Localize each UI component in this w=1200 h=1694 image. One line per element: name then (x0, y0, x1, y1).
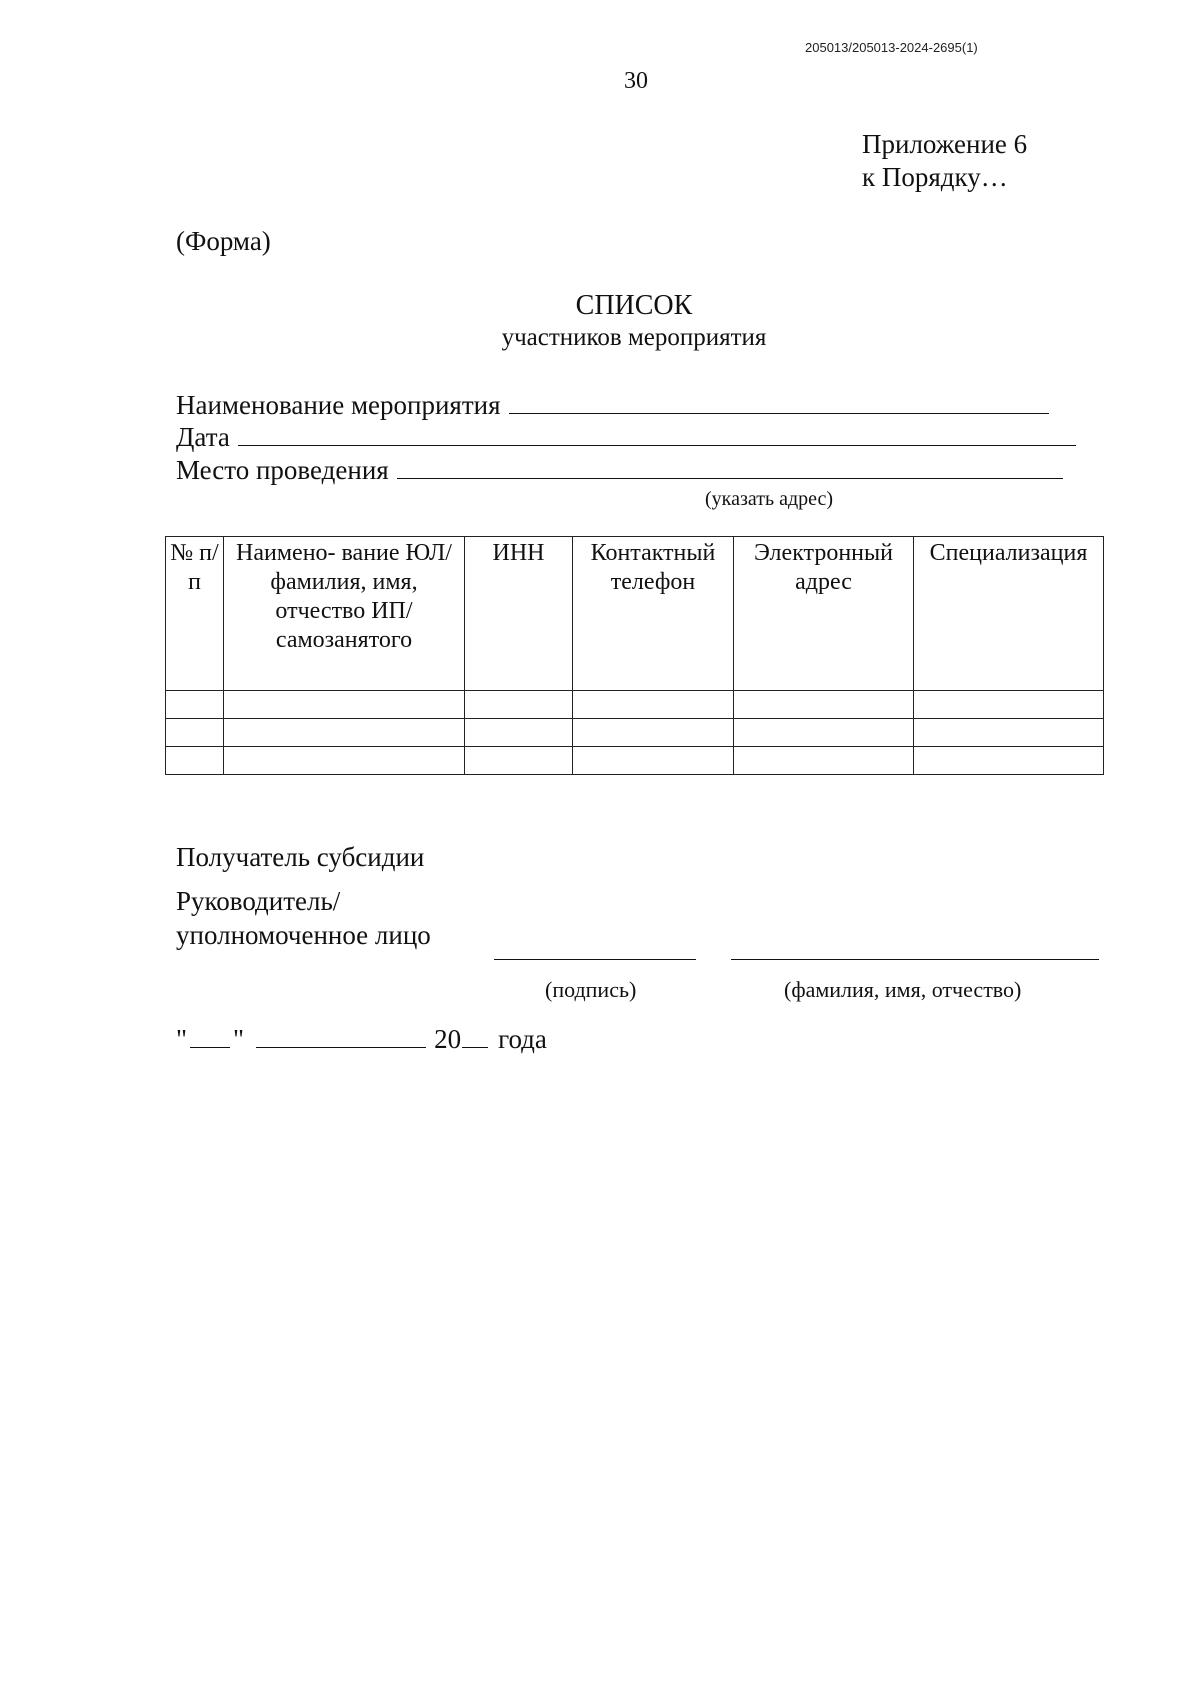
page-number: 30 (624, 68, 648, 94)
annex-line-2: к Порядку… (862, 162, 1008, 192)
full-name-line[interactable] (731, 958, 1099, 960)
table-cell[interactable] (166, 691, 224, 719)
date-field (176, 422, 1076, 453)
column-header-number: № п/п (166, 537, 224, 691)
table-cell[interactable] (734, 719, 914, 747)
column-header-phone: Контактный телефон (573, 537, 734, 691)
venue-input-line[interactable] (397, 477, 1063, 479)
signature-caption: (подпись) (545, 977, 637, 1002)
table-cell[interactable] (573, 747, 734, 775)
head-label (176, 884, 431, 952)
form-label: (Форма) (176, 226, 271, 256)
full-name-caption: (фамилия, имя, отчество) (784, 977, 1022, 1002)
signature-line[interactable] (494, 958, 696, 960)
venue-field (176, 455, 1063, 486)
venue-label: Место проведения (176, 455, 389, 485)
table-cell[interactable] (734, 691, 914, 719)
event-name-input-line[interactable] (509, 412, 1049, 414)
table-cell[interactable] (914, 691, 1104, 719)
year-prefix: 20 (434, 1024, 462, 1054)
venue-hint: (указать адрес) (705, 488, 834, 510)
date-close-quote: " (233, 1024, 245, 1054)
table-cell[interactable] (166, 747, 224, 775)
signing-date-line (176, 1024, 547, 1055)
table-cell[interactable] (914, 719, 1104, 747)
head-label-line-2: уполномоченное лицо (176, 920, 431, 950)
table-cell[interactable] (224, 747, 465, 775)
document-subtitle: участников мероприятия (501, 324, 767, 351)
annex-reference (862, 128, 1027, 194)
table-cell[interactable] (465, 719, 573, 747)
subsidy-recipient-label: Получатель субсидии (176, 842, 425, 872)
column-header-name: Наимено- вание ЮЛ/ фамилия, имя, отчество ИП/ самозанятого (224, 537, 465, 691)
table-cell[interactable] (166, 719, 224, 747)
month-blank[interactable] (256, 1027, 426, 1048)
head-label-line-1: Руководитель/ (176, 886, 341, 916)
document-id: 205013/205013-2024-2695(1) (805, 40, 978, 55)
document-title: СПИСОК (575, 290, 693, 321)
column-header-specialization: Специализация (914, 537, 1104, 691)
table-cell[interactable] (734, 747, 914, 775)
table-row (166, 747, 1104, 775)
table-row (166, 719, 1104, 747)
date-input-line[interactable] (238, 444, 1076, 446)
annex-line-1: Приложение 6 (862, 129, 1028, 159)
table-cell[interactable] (224, 719, 465, 747)
date-open-quote: " (176, 1024, 188, 1054)
table-cell[interactable] (224, 691, 465, 719)
table-cell[interactable] (465, 691, 573, 719)
table-row (166, 691, 1104, 719)
year-blank[interactable] (462, 1027, 488, 1048)
day-blank[interactable] (190, 1027, 230, 1048)
table-cell[interactable] (573, 719, 734, 747)
column-header-inn: ИНН (465, 537, 573, 691)
date-label: Дата (176, 422, 230, 452)
table-cell[interactable] (573, 691, 734, 719)
table-cell[interactable] (914, 747, 1104, 775)
participants-table (165, 536, 1104, 775)
table-header-row (166, 537, 1104, 691)
event-name-label: Наименование мероприятия (176, 390, 501, 420)
column-header-email: Электронный адрес (734, 537, 914, 691)
table-cell[interactable] (465, 747, 573, 775)
year-suffix: года (498, 1024, 547, 1054)
event-name-field (176, 390, 1049, 421)
